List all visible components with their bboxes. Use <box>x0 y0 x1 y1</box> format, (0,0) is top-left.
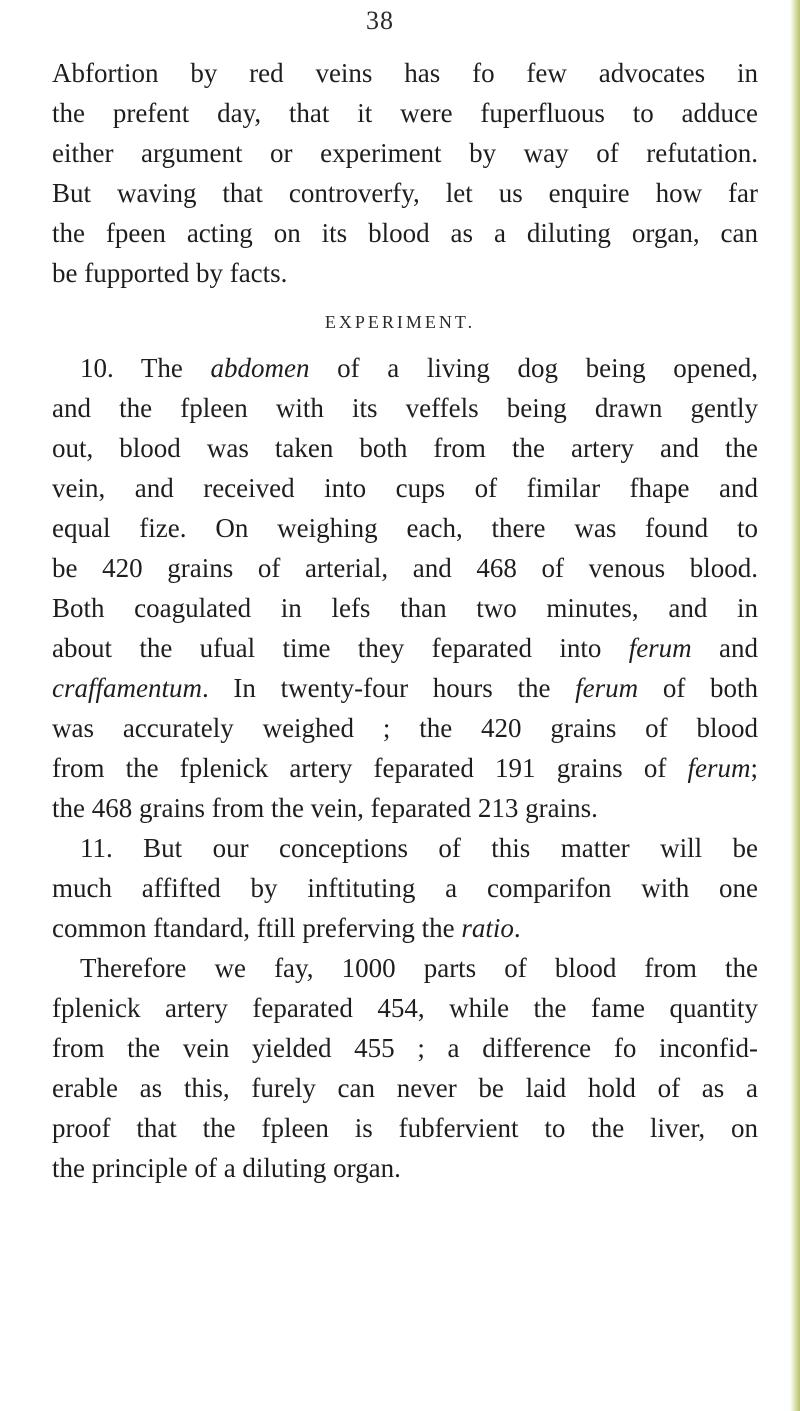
text-line: the principle of a diluting organ. <box>52 1153 401 1183</box>
text-line: and the fpleen with its veffels being drawn gently <box>52 393 758 423</box>
text-line: fplenick artery feparated 454, while the fame quantity <box>52 993 758 1023</box>
text-line: much affifted by inftituting a comparifon with one <box>52 873 758 903</box>
text-line: craffamentum. In twenty-four hours the ferum of both <box>52 673 758 703</box>
text-line: vein, and received into cups of fimilar fhape and <box>52 473 758 503</box>
section-heading: EXPERIMENT. <box>324 312 476 332</box>
text-line: But waving that controverfy, let us enquire how far <box>52 178 758 208</box>
text-line: from the fplenick artery feparated 191 grains of ferum; <box>52 753 758 783</box>
text-line: about the ufual time they feparated into ferum and <box>52 633 759 663</box>
text-line: be fupported by facts. <box>52 258 288 288</box>
text-line: 11. But our conceptions of this matter will be <box>80 833 758 863</box>
text-line: from the vein yielded 455 ; a difference fo inconfid- <box>52 1033 758 1063</box>
text-line: the prefent day, that it were fuperfluous to adduce <box>52 98 758 128</box>
text-line: either argument or experiment by way of refutation. <box>52 138 758 168</box>
text-line: Abfortion by red veins has fo few advocates in <box>52 58 758 88</box>
text-line: out, blood was taken both from the artery and the <box>52 433 758 463</box>
text-line: equal fize. On weighing each, there was found to <box>52 513 758 543</box>
text-line: be 420 grains of arterial, and 468 of venous blood. <box>52 553 758 583</box>
text-line: Therefore we fay, 1000 parts of blood from the <box>80 953 758 983</box>
text-line: common ftandard, ftill preferving the ratio. <box>52 913 521 943</box>
text-line: proof that the fpleen is fubfervient to the liver, on <box>52 1113 758 1143</box>
text-line: erable as this, furely can never be laid hold of as a <box>52 1073 758 1103</box>
page-edge <box>790 0 800 1411</box>
text-line: Both coagulated in lefs than two minutes, and in <box>52 593 758 623</box>
text-line: the 468 grains from the vein, feparated 213 grains. <box>52 793 598 823</box>
text-line: the fpeen acting on its blood as a diluting organ, can <box>52 218 758 248</box>
page-number: 38 <box>366 6 394 35</box>
text-line: was accurately weighed ; the 420 grains of blood <box>52 713 758 743</box>
text-line: 10. The abdomen of a living dog being opened, <box>80 353 758 383</box>
